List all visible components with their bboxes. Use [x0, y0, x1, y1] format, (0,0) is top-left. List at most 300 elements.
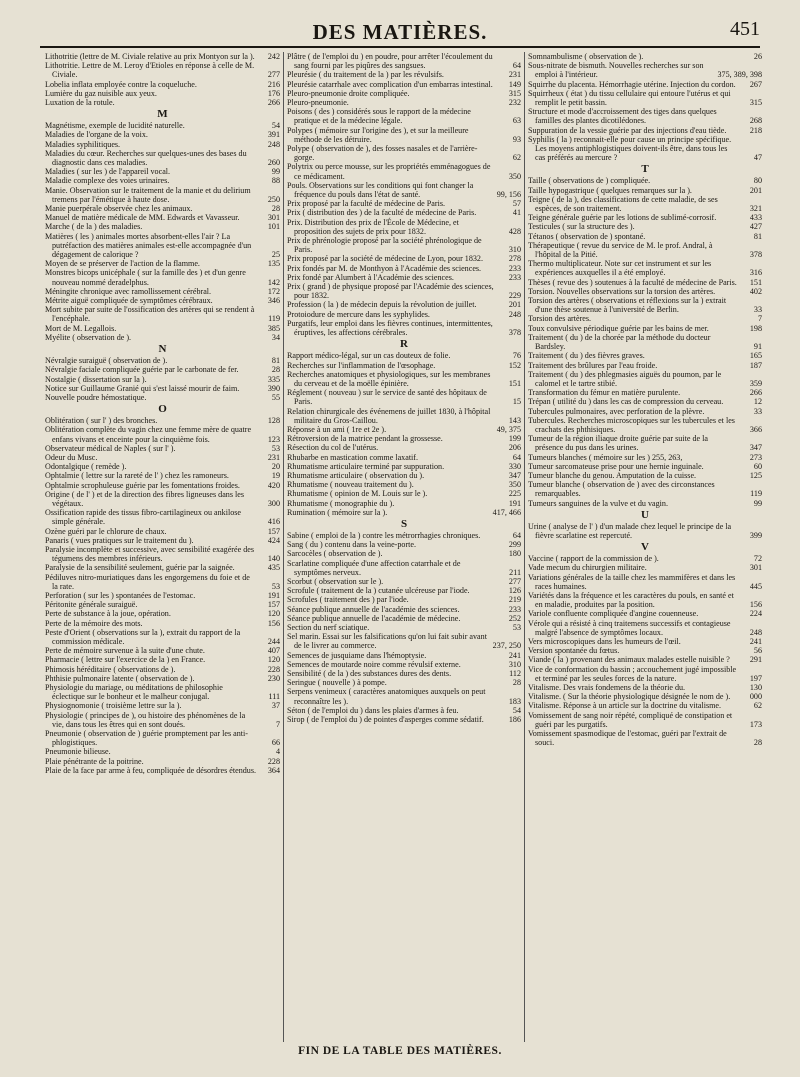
- entry-text: Résection du col de l'utérus.: [287, 443, 379, 453]
- entry-text: Maladie complexe des voies urinaires.: [45, 176, 170, 186]
- entry-page: 28: [512, 678, 521, 688]
- entry-text: Version spontanée du fœtus.: [528, 646, 620, 656]
- index-entry: [287, 549, 521, 558]
- index-entry: [45, 52, 280, 61]
- index-entry: [287, 508, 521, 517]
- index-entry: [528, 683, 762, 692]
- entry-text: Trépan ( utilité du ) dans les cas de compression du cerveau.: [528, 397, 724, 407]
- index-entry: [528, 407, 762, 416]
- section-letter: S: [400, 517, 408, 530]
- entry-page: 445: [749, 581, 762, 591]
- index-entry: [45, 232, 280, 260]
- entry-page: 000: [749, 692, 762, 702]
- index-entry: [528, 287, 762, 296]
- index-entry: [45, 324, 280, 333]
- entry-page: 299: [508, 540, 521, 550]
- entry-page: 277: [267, 70, 280, 80]
- index-entry: [287, 623, 521, 632]
- entry-page: 335: [267, 374, 280, 384]
- entry-page: 321: [749, 204, 762, 214]
- index-entry: [287, 351, 521, 360]
- entry-page: 427: [749, 222, 762, 232]
- index-entry: [528, 324, 762, 333]
- entry-text: Prix de phrénologie proposé par la société phrénologique de Paris.: [287, 236, 482, 255]
- entry-page: 267: [749, 79, 762, 89]
- entry-text: Polytrix ou perce mousse, sur les propriétés emménagogues de ce médicament.: [287, 162, 491, 181]
- entry-text: Prix fondés par M. de Monthyon à l'Académie des sciences.: [287, 263, 482, 273]
- entry-text: Paralysie incomplète et successive, avec sensibilité exagérée des tégumens des membres inférieurs.: [45, 544, 255, 564]
- entry-text: Plâtre ( de l'emploi du ) en poudre, pour arrêter l'écoulement du sang fourni par les piqûres des sangsues.: [287, 52, 493, 71]
- entry-text: Vitalisme. Des vrais fondemens de la théorie du.: [528, 683, 686, 692]
- entry-page: 28: [271, 365, 280, 375]
- entry-text: Rhubarbe en mastication comme laxatif.: [287, 452, 419, 462]
- entry-text: Torsion des artères ( observations et réflexions sur la ) extrait d'une thèse soutenue à l'université de Berlin.: [528, 296, 727, 315]
- index-entry: [528, 107, 762, 125]
- index-entry: [528, 333, 762, 351]
- entry-page: 266: [267, 98, 280, 108]
- entry-page: 233: [508, 604, 521, 614]
- entry-text: Recherches sur l'inflammation de l'œsophage.: [287, 360, 436, 370]
- entry-text: Relation chirurgicale des événemens de juillet 1830, à l'hôpital militaire du Gros-Caillou.: [287, 406, 491, 425]
- entry-page: 225: [508, 489, 521, 499]
- entry-page: 20: [271, 462, 280, 472]
- index-entry: [528, 729, 762, 747]
- entry-page: 140: [267, 554, 280, 564]
- entry-page: 364: [267, 765, 280, 775]
- index-entry: [45, 527, 280, 536]
- entry-page: 291: [749, 655, 762, 665]
- entry-text: Pleurésie ( du traitement de la ) par les révulsifs.: [287, 70, 444, 80]
- entry-text: Perte de la mémoire des mots.: [45, 618, 143, 628]
- index-entry: [45, 747, 280, 756]
- entry-page: 385: [267, 323, 280, 333]
- index-entry: [528, 609, 762, 618]
- entry-text: Sarcocèles ( observation de ).: [287, 549, 383, 559]
- entry-page: 233: [508, 272, 521, 282]
- index-entry: [528, 591, 762, 609]
- entry-page: 201: [508, 300, 521, 310]
- index-entry: [45, 674, 280, 683]
- index-entry: [45, 683, 280, 701]
- index-entry: [45, 130, 280, 139]
- index-entry: [528, 232, 762, 241]
- entry-page: 231: [267, 452, 280, 462]
- index-entry: [45, 98, 280, 107]
- index-entry: [287, 480, 521, 489]
- index-entry: [528, 61, 762, 79]
- index-entry: [45, 121, 280, 130]
- entry-text: Oblitération complète du vagin chez une femme mère de quatre enfans vivans et enceinte pour la cinquième fois.: [45, 425, 252, 444]
- entry-text: Prix proposé par la faculté de médecine de Paris.: [287, 199, 445, 209]
- index-entry: [45, 655, 280, 664]
- index-entry: [287, 208, 521, 217]
- entry-text: Rapport médico-légal, sur un cas douteux de folie.: [287, 351, 451, 361]
- entry-page: 120: [267, 609, 280, 619]
- entry-text: Sous-nitrate de bismuth. Nouvelles recherches sur son emploi à l'intérieur.: [528, 61, 704, 80]
- index-entry: [45, 646, 280, 655]
- index-entry: [528, 573, 762, 591]
- entry-page: 216: [267, 79, 280, 89]
- entry-text: Matières ( les ) animales mortes absorbent-elles l'air ? La putréfaction des matières animales est-elle accompagnée d'un dégagement de calorique ?: [45, 231, 252, 260]
- index-entry: [528, 397, 762, 406]
- entry-text: Purgatifs, leur emploi dans les fièvres continues, intermittentes, éruptives, les affections cérébrales.: [287, 318, 493, 338]
- entry-text: Physiologie ( principes de ), ou histoire des phénomènes de la vie, dans tous les êtres qui en sont doués.: [45, 710, 246, 729]
- entry-page: 218: [749, 125, 762, 135]
- entry-text: Méningite chronique avec ramollissement cérébral.: [45, 286, 212, 296]
- entry-text: Rétroversion de la matrice pendant la grossesse.: [287, 434, 443, 444]
- entry-text: Sel marin. Essai sur les falsifications qu'on lui fait subir avant de le livrer au commerce.: [287, 632, 487, 651]
- index-entry: [528, 701, 762, 710]
- index-entry: [45, 508, 280, 526]
- entry-page: 12: [753, 397, 762, 407]
- entry-page: 26: [753, 52, 762, 61]
- index-entry: [287, 559, 521, 577]
- index-entry: [528, 278, 762, 287]
- entry-page: 244: [267, 636, 280, 646]
- entry-text: Vaccine ( rapport de la commission de ).: [528, 554, 659, 564]
- entry-page: 76: [512, 351, 521, 361]
- entry-page: 241: [749, 636, 762, 646]
- entry-text: Prix ( grand ) de physique proposé par l'Académie des sciences, pour 1832.: [287, 282, 494, 301]
- entry-text: Ossification rapide des tissus fibro-cartilagineux ou ankilose simple générale.: [45, 508, 242, 527]
- entry-page: 7: [757, 314, 762, 324]
- entry-page: 62: [753, 701, 762, 711]
- entry-text: Traitement ( du ) de la chorée par la méthode du docteur Bardsley.: [528, 332, 711, 352]
- entry-page: 7: [275, 719, 280, 729]
- entry-text: Prix ( distribution des ) de la faculté de médecine de Paris.: [287, 208, 477, 218]
- entry-page: 228: [267, 756, 280, 766]
- entry-text: Métrite aiguë compliquée de symptômes cérébraux.: [45, 296, 213, 306]
- entry-text: Mort subite par suite de l'ossification des artères qui se rendent à l'encéphale.: [45, 305, 255, 324]
- index-entry: [45, 305, 280, 323]
- entry-text: Thérapeutique ( revue du service de M. le prof. Andral, à l'hôpital de la Pitié.: [528, 240, 713, 260]
- index-entry: [528, 665, 762, 683]
- entry-text: Traitement des brûlures par l'eau froide.: [528, 360, 658, 370]
- entry-page: 101: [267, 222, 280, 232]
- entry-text: Sirop ( de l'emploi du ) de pointes d'asperges comme sédatif.: [287, 715, 484, 725]
- index-entry: [528, 480, 762, 498]
- page-header: [40, 16, 760, 46]
- index-entry: [528, 195, 762, 213]
- index-entry: [45, 176, 280, 185]
- entry-page: 119: [750, 489, 762, 499]
- entry-page: 49, 375: [496, 424, 521, 434]
- index-entry: [287, 462, 521, 471]
- entry-page: 19: [271, 471, 280, 481]
- index-entry: [528, 554, 762, 563]
- entry-text: Vice de conformation du bassin ; accouchement jugé impossible et terminé par les seules forces de la nature.: [528, 664, 737, 683]
- index-entry: [528, 259, 762, 277]
- entry-text: Variole confluente compliquée d'angine couenneuse.: [528, 609, 699, 619]
- entry-text: Torsion. Nouvelles observations sur la torsion des artères.: [528, 286, 716, 296]
- index-entry: [528, 135, 762, 163]
- index-entry: [287, 388, 521, 406]
- entry-text: Séance publique annuelle de l'académie des sciences.: [287, 604, 460, 614]
- index-entry: [45, 490, 280, 508]
- entry-page: 142: [267, 277, 280, 287]
- entry-page: 172: [267, 286, 280, 296]
- entry-page: 64: [512, 61, 521, 71]
- entry-page: 266: [749, 388, 762, 398]
- entry-text: Profession ( la ) de médecin depuis la révolution de juillet.: [287, 300, 477, 310]
- entry-text: Vitalisme. ( Sur la théorie physiologique désignée le nom de ).: [528, 692, 731, 702]
- entry-page: 375, 389, 398: [717, 70, 762, 80]
- entry-page: 151: [749, 277, 762, 287]
- entry-text: Somnambulisme ( observation de ).: [528, 52, 644, 61]
- entry-page: 378: [749, 250, 762, 260]
- entry-page: 399: [749, 530, 762, 540]
- entry-text: Odontalgique ( remède ).: [45, 462, 127, 472]
- index-entry: [287, 706, 521, 715]
- entry-text: Ophtalmie ( lettre sur la rareté de l' ) chez les ramoneurs.: [45, 471, 229, 481]
- index-entry: [287, 499, 521, 508]
- entry-text: Tumeur blanche ( observation de ) avec des circonstances remarquables.: [528, 480, 715, 499]
- index-entry: [45, 444, 280, 453]
- entry-text: Marche ( de la ) des maladies.: [45, 222, 143, 232]
- entry-page: 407: [267, 646, 280, 656]
- entry-text: Paralysie de la sensibilité seulement, guérie par la saignée.: [45, 563, 235, 573]
- index-entry: [287, 669, 521, 678]
- entry-page: 260: [267, 158, 280, 168]
- entry-text: Vomissement spasmodique de l'estomac, guéri par l'extrait de souci.: [528, 729, 727, 748]
- entry-page: 199: [508, 434, 521, 444]
- index-entry: [287, 98, 521, 107]
- entry-page: 64: [512, 452, 521, 462]
- index-entry: [528, 213, 762, 222]
- entry-text: Perte de mémoire survenue à la suite d'une chute.: [45, 646, 205, 656]
- entry-page: 201: [749, 185, 762, 195]
- index-entry: [528, 711, 762, 729]
- entry-page: 252: [508, 613, 521, 623]
- index-entry: [528, 655, 762, 664]
- entry-page: 359: [749, 378, 762, 388]
- entry-text: Maladies de l'organe de la voix.: [45, 130, 148, 140]
- entry-page: 28: [271, 204, 280, 214]
- entry-text: Luxation de la rotule.: [45, 98, 115, 108]
- index-entry: [528, 563, 762, 572]
- index-entry: [45, 471, 280, 480]
- entry-page: 420: [267, 480, 280, 490]
- entry-page: 186: [508, 715, 521, 725]
- entry-text: Prix. Distribution des prix de l'École de Médecine, et proposition des sujets de prix pour 1832.: [287, 217, 459, 236]
- entry-text: Polype ( observation de ), des fosses nasales et de l'arrière-gorge.: [287, 144, 478, 163]
- entry-page: 152: [508, 360, 521, 370]
- entry-page: 433: [749, 213, 762, 223]
- entry-text: Manie puerpérale observée chez les animaux.: [45, 204, 193, 214]
- index-entry: [287, 107, 521, 125]
- index-entry: [45, 462, 280, 471]
- entry-text: Tubercules. Recherches microscopiques sur les tubercules et les crachats des phthisiques.: [528, 415, 735, 434]
- index-entry: [45, 628, 280, 646]
- index-entry: [287, 370, 521, 388]
- index-entry: [287, 199, 521, 208]
- entry-page: 242: [267, 52, 280, 61]
- entry-page: 390: [267, 383, 280, 393]
- entry-text: Tubercules pulmonaires, avec perforation de la plèvre.: [528, 406, 705, 416]
- entry-page: 81: [271, 356, 280, 366]
- entry-page: 66: [271, 738, 280, 748]
- index-entry: [45, 89, 280, 98]
- index-entry: [528, 80, 762, 89]
- entry-page: 112: [509, 669, 521, 678]
- entry-page: 99: [753, 498, 762, 508]
- entry-text: Névralgie faciale compliquée guérie par le carbonate de fer.: [45, 365, 239, 375]
- index-entry: [287, 407, 521, 425]
- entry-page: 4: [275, 747, 280, 757]
- index-entry: [528, 462, 762, 471]
- index-entry: [287, 181, 521, 199]
- entry-text: Traitement ( du ) des fièvres graves.: [528, 351, 645, 361]
- entry-text: Scrofule ( traitement de la ) cutanée ulcéreuse par l'iode.: [287, 586, 470, 596]
- entry-text: Tumeurs sanguines de la vulve et du vagin.: [528, 498, 668, 508]
- entry-text: Sensibilité ( de la ) des substances dures des dents.: [287, 669, 452, 678]
- index-entry: [45, 609, 280, 618]
- section-letter: T: [641, 163, 649, 176]
- index-entry: [45, 453, 280, 462]
- index-entry: [287, 361, 521, 370]
- entry-page: 173: [749, 719, 762, 729]
- entry-text: Origine ( de l' ) et de la direction des fibres ligneuses dans les végétaux.: [45, 489, 245, 508]
- entry-page: 350: [508, 171, 521, 181]
- entry-text: Plaie de la face par arme à feu, compliquée de désordres étendus.: [45, 765, 257, 775]
- index-entry: [287, 577, 521, 586]
- entry-text: Sabine ( emploi de la ) contre les métrorrhagies chroniques.: [287, 530, 481, 540]
- entry-text: Tumeur de la région iliaque droite guérie par suite de la présence du pus dans les urines.: [528, 434, 708, 453]
- index-entry: [287, 218, 521, 236]
- entry-page: 347: [508, 470, 521, 480]
- entry-text: Manie. Observation sur le traitement de la manie et du delirium tremens par l'émétique à haute dose.: [45, 185, 251, 204]
- entry-text: Ozène guéri par le chlorure de chaux.: [45, 526, 167, 536]
- entry-text: Physiognomonie ( troisième lettre sur la ).: [45, 701, 182, 711]
- index-entry: [287, 70, 521, 79]
- index-entry: [528, 637, 762, 646]
- entry-text: Protoiodure de mercure dans les syphylides.: [287, 309, 430, 319]
- index-entry: [287, 595, 521, 604]
- entry-text: Seringue ( nouvelle ) à pompe.: [287, 678, 387, 688]
- index-entry: [45, 481, 280, 490]
- entry-page: 33: [753, 406, 762, 416]
- entry-text: Variétés dans la fréquence et les caractères du pouls, en santé et en maladie, produites par la position.: [528, 590, 734, 610]
- section-letter: R: [400, 338, 408, 351]
- index-entry: [45, 167, 280, 176]
- entry-text: Testicules ( sur la structure des ).: [528, 222, 635, 232]
- entry-text: Pleurésie catarrhale avec complication d'un embarras intestinal.: [287, 79, 493, 89]
- index-entry: [528, 522, 762, 540]
- entry-page: 54: [512, 705, 521, 715]
- entry-page: 268: [749, 116, 762, 126]
- index-entry: [528, 222, 762, 231]
- entry-text: Suppuration de la vessie guérie par des injections d'eau tiède.: [528, 125, 727, 135]
- entry-text: Serpens venimeux ( caractères anatomiques auxquels on peut reconnaître les ).: [287, 687, 486, 706]
- entry-page: 278: [508, 254, 521, 264]
- entry-page: 310: [508, 245, 521, 255]
- entry-text: Tumeur sarcomateuse prise pour une hernie inguinale.: [528, 461, 704, 471]
- index-entry: [287, 80, 521, 89]
- index-entry: [45, 729, 280, 747]
- entry-text: Myélite ( observation de ).: [45, 332, 132, 342]
- index-entry: [287, 687, 521, 705]
- index-entry: [528, 361, 762, 370]
- entry-page: 316: [749, 268, 762, 278]
- entry-page: 34: [271, 332, 280, 342]
- entry-page: 315: [749, 98, 762, 108]
- index-entry: [45, 333, 280, 342]
- entry-text: Lumière du gaz nuisible aux yeux.: [45, 88, 157, 98]
- entry-page: 93: [512, 134, 521, 144]
- index-entry: [287, 434, 521, 443]
- index-entry: [528, 453, 762, 462]
- index-entry: [45, 80, 280, 89]
- index-entry: [287, 264, 521, 273]
- index-entry: [287, 651, 521, 660]
- entry-text: Thèses ( revue des ) soutenues à la faculté de médecine de Paris.: [528, 277, 737, 287]
- entry-text: Vitalisme. Réponse à un article sur la doctrine du vitalisme.: [528, 701, 722, 711]
- entry-page: 232: [508, 98, 521, 108]
- entry-page: 60: [753, 461, 762, 471]
- entry-text: Pédiluves nitro-muriatiques dans les engorgemens du foie et de la rate.: [45, 572, 250, 591]
- index-entry: [287, 715, 521, 724]
- entry-page: 37: [271, 701, 280, 711]
- entry-page: 53: [512, 622, 521, 632]
- entry-page: 187: [749, 360, 762, 370]
- entry-text: Manuel de matière médicale de MM. Edwards et Vavasseur.: [45, 213, 240, 223]
- index-entry: [45, 259, 280, 268]
- index-entry: [45, 140, 280, 149]
- index-entry: [528, 176, 762, 185]
- entry-text: Pharmacie ( lettre sur l'exercice de la ) en France.: [45, 655, 206, 665]
- index-entry: [45, 536, 280, 545]
- entry-text: Nostalgie ( dissertation sur la ).: [45, 374, 147, 384]
- entry-text: Odeur du Musc.: [45, 452, 98, 462]
- entry-page: 378: [508, 328, 521, 338]
- index-entry: [528, 126, 762, 135]
- index-entry: [45, 591, 280, 600]
- entry-page: 130: [749, 683, 762, 692]
- index-column-left: [42, 52, 283, 1042]
- index-entry: [528, 52, 762, 61]
- index-entry: [45, 711, 280, 729]
- entry-page: 197: [749, 673, 762, 683]
- index-entry: [287, 489, 521, 498]
- entry-text: Viande ( la ) provenant des animaux malades estelle nuisible ?: [528, 655, 730, 665]
- entry-page: 301: [267, 213, 280, 223]
- index-entry: [528, 499, 762, 508]
- entry-text: Ophtalmie scrophuleuse guérie par les fomentations froides.: [45, 480, 240, 490]
- entry-page: 80: [753, 176, 762, 186]
- entry-text: Moyen de se préserver de l'action de la flamme.: [45, 259, 200, 269]
- entry-text: Polypes ( mémoire sur l'origine des ), et sur la meilleure méthode de les détruire.: [287, 125, 469, 144]
- index-entry: [528, 471, 762, 480]
- entry-text: Séance publique annuelle de l'académie de médecine.: [287, 613, 461, 623]
- index-entry: [287, 236, 521, 254]
- index-entry: [45, 563, 280, 572]
- index-entry: [287, 614, 521, 623]
- index-entry: [45, 384, 280, 393]
- entry-text: Phimosis héréditaire ( observations de ).: [45, 664, 176, 674]
- entry-text: Maladies ( sur les ) de l'appareil vocal.: [45, 167, 171, 177]
- entry-text: Taille ( observations de ) compliquée.: [528, 176, 651, 186]
- entry-page: 206: [508, 443, 521, 453]
- index-entry: [287, 586, 521, 595]
- entry-page: 156: [267, 618, 280, 628]
- entry-text: Séton ( de l'emploi du ) dans les plaies d'armes à feu.: [287, 705, 459, 715]
- entry-text: Rhumatisme articulaire ( observation du ).: [287, 470, 425, 480]
- entry-text: Taille hypogastrique ( quelques remarques sur la ).: [528, 185, 692, 195]
- entry-page: 183: [508, 696, 521, 706]
- entry-page: 241: [508, 650, 521, 660]
- entry-page: 125: [749, 470, 762, 480]
- entry-page: 41: [512, 208, 521, 218]
